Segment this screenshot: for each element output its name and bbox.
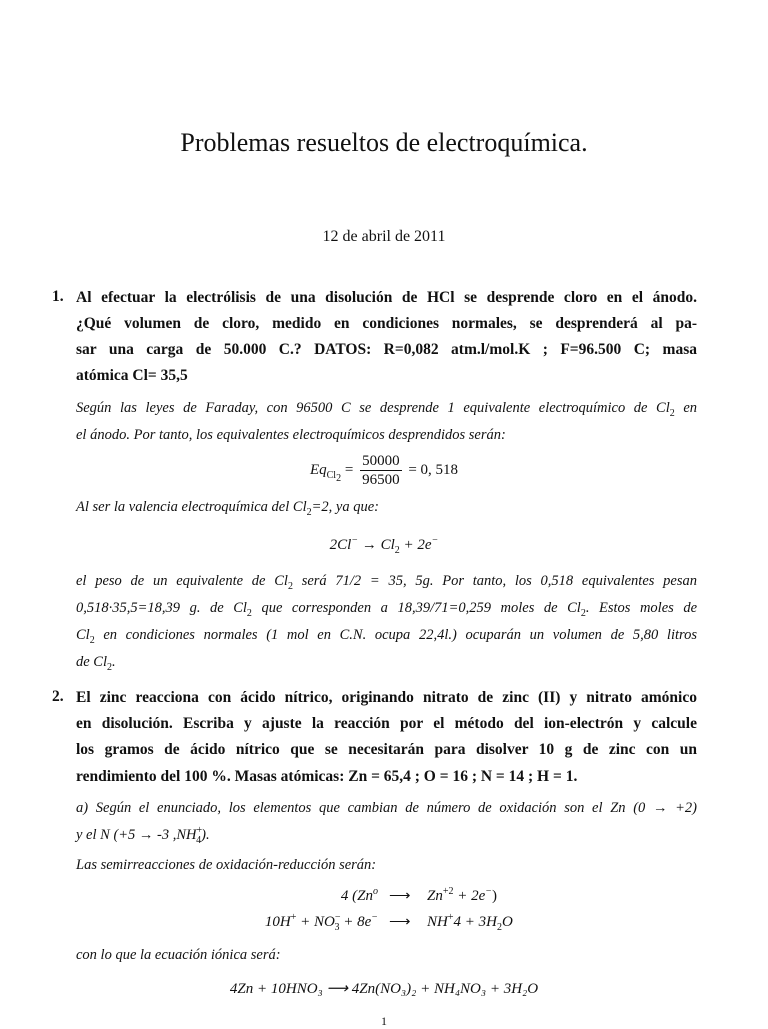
solution-1-line-7: de $Cl_2$. [76, 654, 116, 673]
problem-1-line-4: atómica Cl= 35,5 [76, 367, 188, 384]
equation-chloride-oxidation: $2Cl^- \to Cl_2 + 2e^-$ [329, 535, 439, 556]
page-title: Problemas resueltos de electroquímica. [180, 128, 588, 157]
problem-1-line-3: sar una carga de 50.000 C.? DATOS: R=0,082 atm.l/mol.K ; F=96.500 C; masa [76, 341, 697, 358]
page-date: 12 de abril de 2011 [322, 228, 446, 245]
solution-2-line-2: y el N (+5 → -3 $,NH^+_4$). [76, 825, 210, 846]
solution-2-line-4: con lo que la ecuación iónica será: [76, 947, 281, 963]
solution-1-line-1: Según las leyes de Faraday, con 96500 C se desprende 1 equivalente electroquímico de $Cl_2$ en [76, 400, 698, 419]
page: Problemas resueltos de electroquímica. 12 de abril de 2011 1. Al efectuar la electrólisis de una disolución de HCl se desprende cloro en el ánodo. ¿Qué volumen de cloro, medido en condiciones normales, se desprenderá al pa- sar una carga de 50.000 C.? DATOS: R=0,082 atm.l/mol.K ; F=96.500 C; masa atómica Cl= 35,5 Según las leyes de Faraday, con 96500 C se desprende 1 equivalente electroquímico de $Cl_2$ en el ánodo. Por tanto, los equivalentes electroquímicos desprendidos serán: $Eq_{Cl_2}$ = $\frac{50000}{96500}$ = 0, 518 Al ser la valencia electroquímica del $Cl_2=2$, ya que: $2Cl^- \to Cl_2 + 2e^-$ el peso de un equivalente de $Cl_2$ será 71/2 = 35, 5g. Por tanto, los 0,518 equivalentes pesan 0,518·35,5=18,39 g. de $Cl_2$ que corresponden a 18,39/71=0,259 moles de $Cl_2$. Estos moles de $Cl_2$ en condiciones normales (1 mol en C.N. ocupa 22,4l.) ocuparán un volumen de 5,80 litros de $Cl_2$. 2. El zinc reacciona con ácido nítrico, originando nitrato de zinc (II) y nitrato amónico en disolución. Escriba y ajuste la reacción por el método del ion-electrón y calcule los gramos de ácido nítrico que se necesitarán para disolver 10 g de zinc con un rendimiento del 100 %. Masas atómicas: Zn = 65,4 ; O = 16 ; N = 14 ; H = 1. a) Según el enunciado, los elementos que cambian de número de oxidación son el Zn (0 → +2) y el N (+5 → -3 $,NH^+_4$). Las semirreacciones de oxidación-reducción serán: 4 (Zn$^o$ ⟶ $Zn^{+2} + 2e^-$) $10H^+ + NO^-_3 + 8e^-$ ⟶ $NH^+4 + 3H_2O$ con lo que la ecuación iónica será: 4Zn + 10HNO₃ ⟶ 4Zn(NO₃)₂ + NH₄NO₃ + 3H₂O 1 [0, 0, 768, 1024]
problem-2-number: 2. [52, 688, 64, 705]
ionic-equation: 4Zn + 10HNO₃ ⟶ 4Zn(NO₃)₂ + NH₄NO₃ + 3H₂O [229, 981, 539, 997]
solution-2-line-1: a) Según el enunciado, los elementos que cambian de número de oxidación son el Zn (0 → +2) [76, 800, 697, 816]
problem-1-number: 1. [52, 288, 64, 305]
solution-2-line-3: Las semirreacciones de oxidación-reducción serán: [76, 857, 377, 873]
solution-1-line-4: el peso de un equivalente de $Cl_2$ será 71/2 = 35, 5g. Por tanto, los 0,518 equivalentes pesan [76, 573, 697, 592]
solution-1-line-3: Al ser la valencia electroquímica del $Cl_2=2$, ya que: [76, 499, 379, 518]
equation-equivalents: $Eq_{Cl_2}$ = $\frac{50000}{96500}$ = 0, 518 [309, 453, 459, 489]
problem-2-line-4: rendimiento del 100 %. Masas atómicas: Zn = 65,4 ; O = 16 ; N = 14 ; H = 1. [76, 768, 578, 785]
solution-1-line-5: 0,518·35,5=18,39 g. de $Cl_2$ que corresponden a 18,39/71=0,259 moles de $Cl_2$. Estos moles de [76, 600, 698, 619]
problem-1-line-2: ¿Qué volumen de cloro, medido en condiciones normales, se desprenderá al pa- [76, 315, 697, 332]
solution-1-line-6: $Cl_2$ en condiciones normales (1 mol en C.N. ocupa 22,4l.) ocuparán un volumen de 5,80 litros [76, 627, 698, 646]
problem-2-line-2: en disolución. Escriba y ajuste la reacción por el método del ion-electrón y calcule [76, 715, 697, 732]
problem-2-line-3: los gramos de ácido nítrico que se necesitarán para disolver 10 g de zinc con un [76, 741, 697, 758]
page-number: 1 [381, 1014, 387, 1028]
arrow-icon: ⟶ [389, 914, 411, 930]
problem-2-line-1: El zinc reacciona con ácido nítrico, originando nitrato de zinc (II) y nitrato amónico [76, 689, 697, 706]
solution-1-line-2: el ánodo. Por tanto, los equivalentes electroquímicos desprendidos serán: [76, 427, 506, 443]
arrow-icon: ⟶ [389, 888, 411, 904]
problem-1-line-1: Al efectuar la electrólisis de una disolución de HCl se desprende cloro en el ánodo. [76, 289, 697, 306]
fraction: $\frac{50000}{96500}$ [362, 453, 400, 489]
